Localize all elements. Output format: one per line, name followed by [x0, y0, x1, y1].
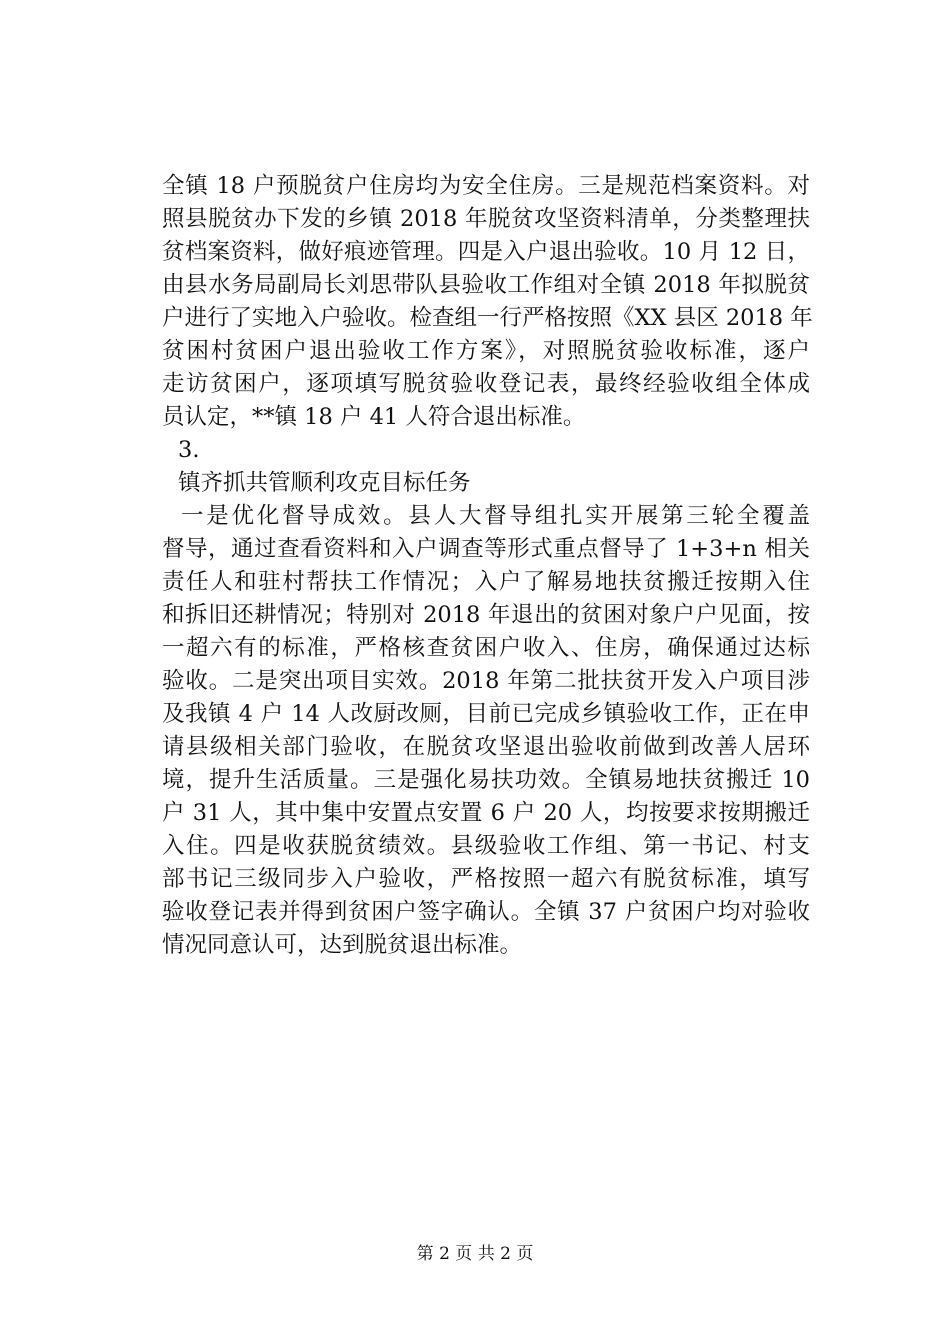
text-line: 一是优化督导成效。县人大督导组扎实开展第三轮全覆盖 — [181, 503, 810, 529]
text-line: 验收。二是突出项目实效。2018 年第二批扶贫开发入户项目涉 — [162, 668, 810, 694]
text-line: 情况同意认可，达到脱贫退出标准。 — [162, 932, 523, 958]
page-footer: 第 2 页 共 2 页 — [416, 1244, 534, 1264]
text-line: 部书记三级同步入户验收，严格按照一超六有脱贫标准，填写 — [162, 866, 810, 892]
text-line: 督导，通过查看资料和入户调查等形式重点督导了 1+3+n 相关 — [162, 536, 810, 562]
text-line: 户 31 人，其中集中安置点安置 6 户 20 人，均按要求按期搬迁 — [162, 800, 810, 826]
text-line: 贫档案资料，做好痕迹管理。四是入户退出验收。10 月 12 日， — [162, 239, 810, 265]
text-line: 一超六有的标准，严格核查贫困户收入、住房，确保通过达标 — [162, 635, 810, 661]
text-line: 全镇 18 户预脱贫户住房均为安全住房。三是规范档案资料。对 — [162, 173, 810, 199]
text-line: 和拆旧还耕情况；特别对 2018 年退出的贫困对象户户见面，按 — [162, 602, 810, 628]
text-line: 走访贫困户，逐项填写脱贫验收登记表，最终经验收组全体成 — [162, 371, 810, 397]
text-line: 户进行了实地入户验收。检查组一行严格按照《XX 县区 2018 年 — [162, 305, 813, 331]
paragraph-2 — [162, 500, 810, 962]
text-line: 请县级相关部门验收，在脱贫攻坚退出验收前做到改善人居环 — [162, 734, 810, 760]
text-line: 贫困村贫困户退出验收工作方案》，对照脱贫验收标准，逐户 — [162, 338, 810, 364]
text-line: 照县脱贫办下发的乡镇 2018 年脱贫攻坚资料清单，分类整理扶 — [162, 206, 810, 232]
section-number: 3. — [178, 437, 200, 463]
text-line: 由县水务局副局长刘思带队县验收工作组对全镇 2018 年拟脱贫 — [162, 272, 810, 298]
text-line: 及我镇 4 户 14 人改厨改厕，目前已完成乡镇验收工作，正在申 — [162, 701, 810, 727]
document-body — [162, 170, 813, 962]
section-title: 镇齐抓共管顺利攻克目标任务 — [178, 470, 471, 496]
text-line: 验收登记表并得到贫困户签字确认。全镇 37 户贫困户均对验收 — [162, 899, 810, 925]
text-line: 入住。四是收获脱贫绩效。县级验收工作组、第一书记、村支 — [162, 833, 810, 859]
text-line: 员认定，**镇 18 户 41 人符合退出标准。 — [162, 404, 586, 430]
text-line: 责任人和驻村帮扶工作情况；入户了解易地扶贫搬迁按期入住 — [162, 569, 810, 595]
text-line: 境，提升生活质量。三是强化易扶功效。全镇易地扶贫搬迁 10 — [162, 767, 810, 793]
paragraph-1 — [162, 170, 813, 434]
